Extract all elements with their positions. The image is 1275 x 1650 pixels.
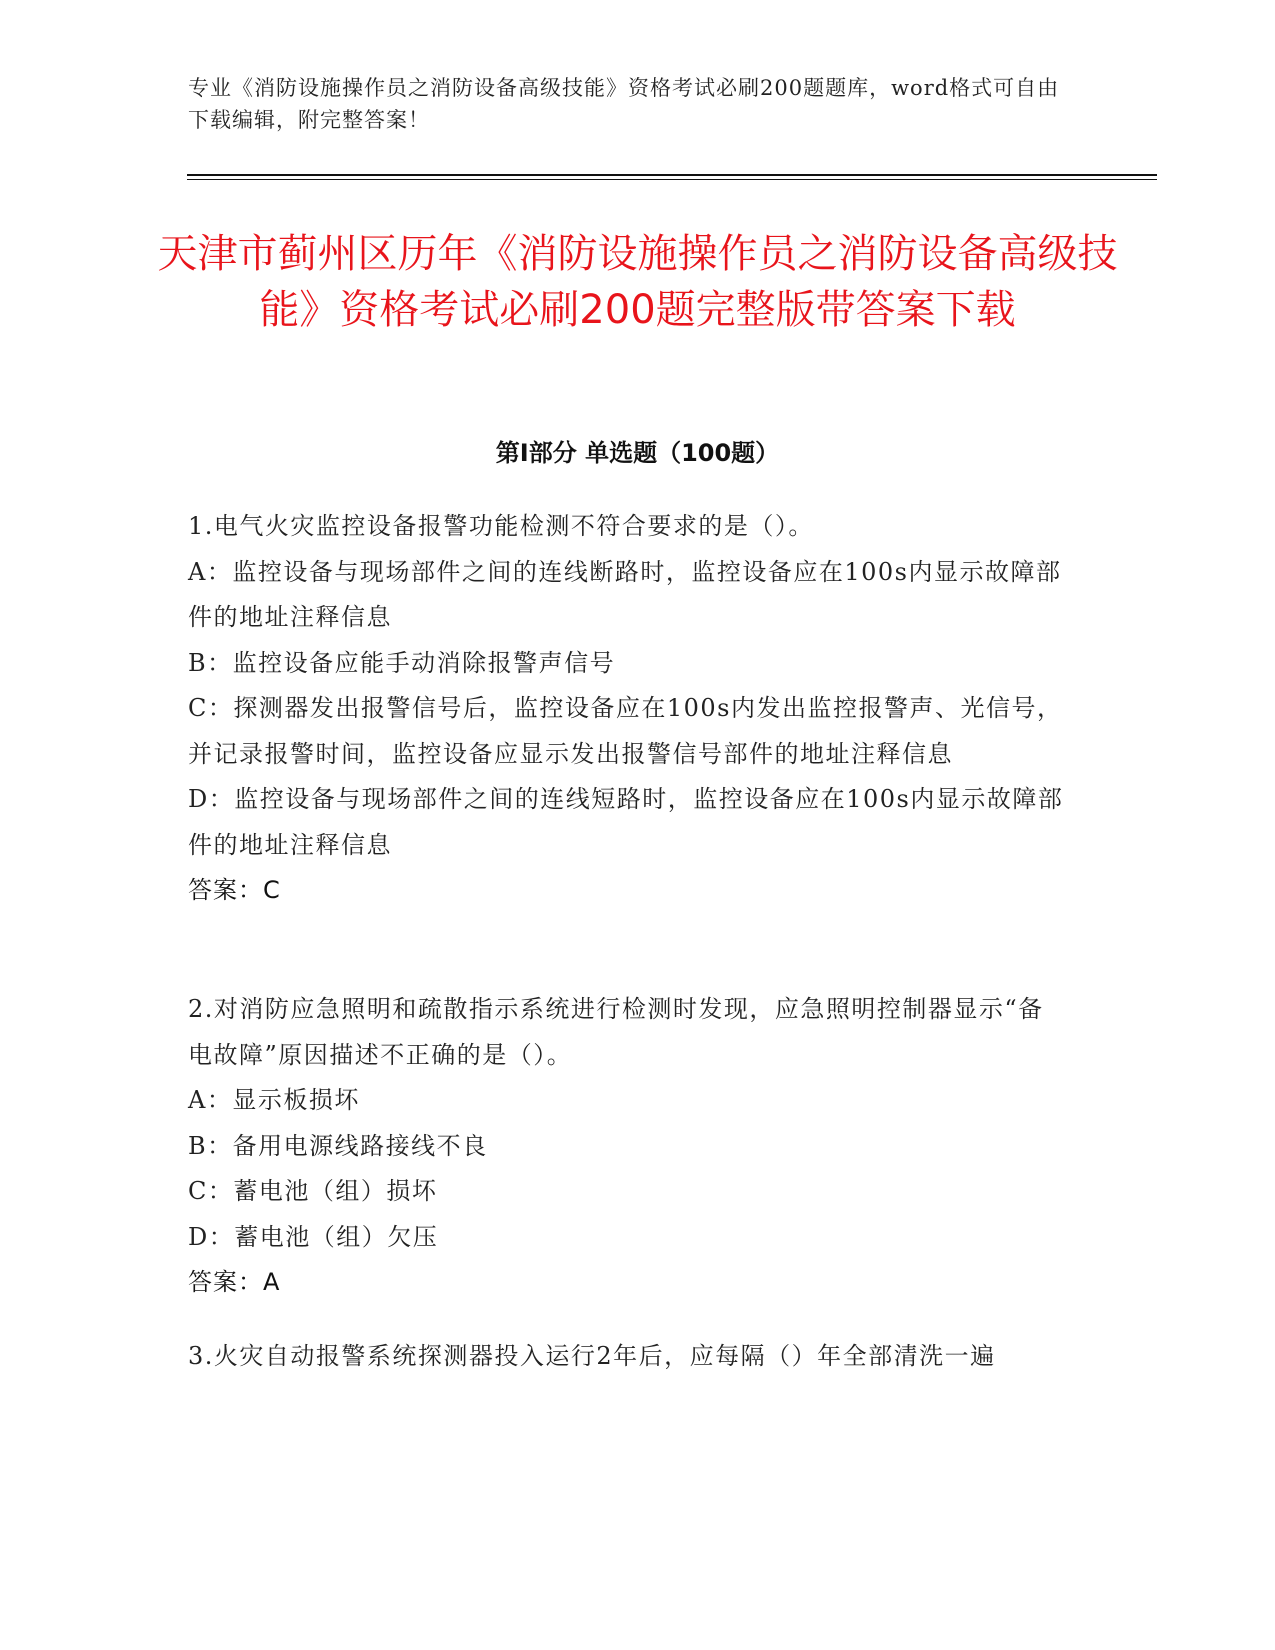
question-1 [188, 504, 1068, 914]
option-d: D：蓄电池（组）欠压 [188, 1222, 439, 1251]
option-b: B：监控设备应能手动消除报警声信号 [188, 648, 616, 677]
option-c: C：探测器发出报警信号后，监控设备应在100s内发出监控报警声、光信号，并记录报警时间，监控设备应显示发出报警信号部件的地址注释信息 [188, 694, 1063, 768]
header-note: 专业《消防设施操作员之消防设备高级技能》资格考试必刷200题题库，word格式可自由下载编辑，附完整答案！ [188, 76, 1060, 132]
answer-label: 答案：A [188, 1268, 281, 1296]
question-stem: 1.电气火灾监控设备报警功能检测不符合要求的是（）。 [188, 512, 814, 540]
question-3 [188, 1334, 1068, 1380]
option-b: B：备用电源线路接线不良 [188, 1131, 488, 1160]
option-c: C：蓄电池（组）损坏 [188, 1177, 438, 1205]
header-divider-thin [187, 179, 1157, 180]
option-a: A：监控设备与现场部件之间的连线断路时，监控设备应在100s内显示故障部件的地址注释信息 [188, 557, 1062, 631]
question-2 [188, 987, 1068, 1306]
option-d: D：监控设备与现场部件之间的连线短路时，监控设备应在100s内显示故障部件的地址注释信息 [188, 785, 1064, 859]
question-stem: 3.火灾自动报警系统探测器投入运行2年后，应每隔（）年全部清洗一遍 [188, 1342, 996, 1370]
section-heading: 第Ⅰ部分 单选题（100题） [495, 439, 780, 467]
answer-label: 答案：C [188, 876, 281, 904]
question-stem: 2.对消防应急照明和疏散指示系统进行检测时发现，应急照明控制器显示“备电故障”原因描述不正确的是（）。 [188, 995, 1044, 1069]
document-title: 天津市蓟州区历年《消防设施操作员之消防设备高级技能》资格考试必刷200题完整版带答案下载 [157, 231, 1118, 333]
header-divider-thick [187, 174, 1157, 176]
option-a: A：显示板损坏 [188, 1086, 360, 1114]
